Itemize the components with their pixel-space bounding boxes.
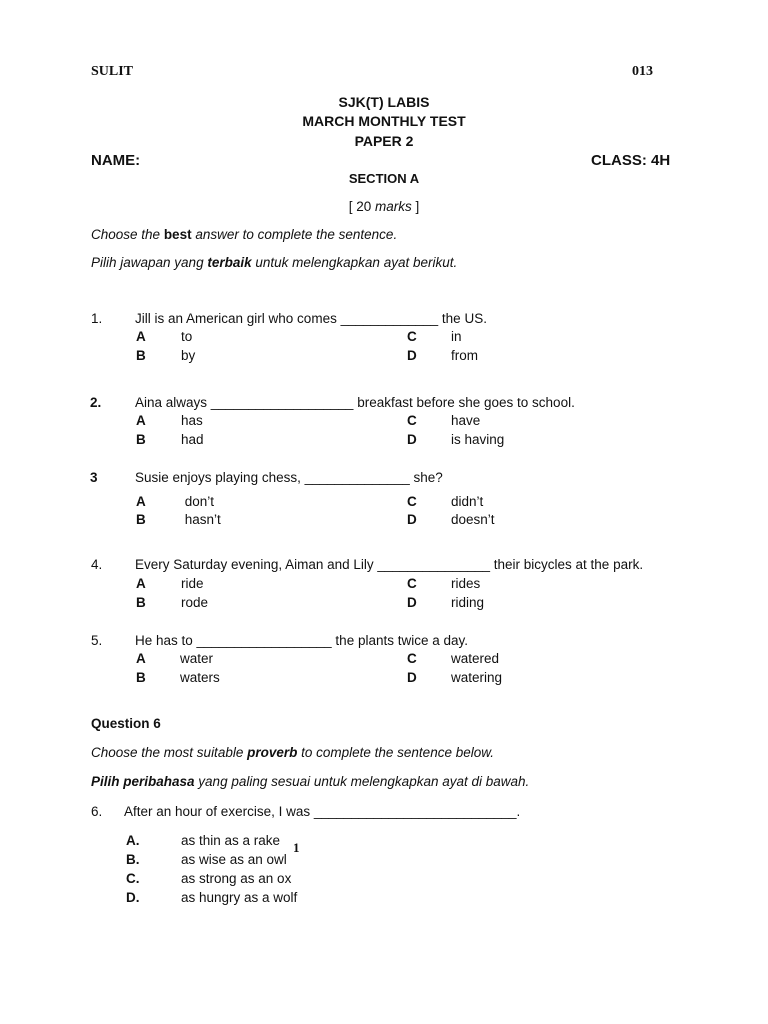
name-label: NAME:: [91, 152, 141, 169]
q6-instruction-en: Choose the most suitable proverb to complete the sentence below.: [91, 745, 494, 760]
confidential-label: SULIT: [91, 64, 134, 79]
option-letter: D: [407, 595, 417, 610]
q2-option-c[interactable]: have: [451, 413, 481, 428]
q2-option-d[interactable]: is having: [451, 432, 505, 447]
question-6-text: After an hour of exercise, I was ___________________________.: [124, 804, 521, 819]
q1-option-d[interactable]: from: [451, 348, 478, 363]
option-letter: C: [407, 576, 417, 591]
option-letter: B: [136, 595, 146, 610]
q4-option-d[interactable]: riding: [451, 595, 485, 610]
q4-option-c[interactable]: rides: [451, 576, 481, 591]
test-title: MARCH MONTHLY TEST: [302, 113, 466, 129]
question-5-number: 5.: [91, 633, 103, 648]
option-letter: A: [136, 494, 146, 509]
question-3-number: 3: [90, 470, 98, 485]
q5-option-c[interactable]: watered: [451, 651, 500, 666]
q1-option-c[interactable]: in: [451, 329, 462, 344]
q6-option-d[interactable]: as hungry as a wolf: [181, 890, 298, 905]
q6-option-c[interactable]: as strong as an ox: [181, 871, 292, 886]
question-6-title: Question 6: [91, 716, 161, 731]
option-letter: D: [407, 348, 417, 363]
option-letter: C: [407, 413, 417, 428]
paper-code: 013: [632, 64, 653, 79]
q6-option-c-letter: C.: [126, 871, 140, 886]
option-letter: C: [407, 494, 417, 509]
q3-option-c[interactable]: didn’t: [451, 494, 484, 509]
q3-option-b[interactable]: hasn’t: [181, 512, 221, 527]
question-4-number: 4.: [91, 557, 103, 572]
q2-option-a[interactable]: has: [181, 413, 203, 428]
option-letter: A: [136, 329, 146, 344]
q1-option-a[interactable]: to: [181, 329, 193, 344]
option-letter: A: [136, 576, 146, 591]
question-3-text: Susie enjoys playing chess, ______________ she?: [135, 470, 443, 485]
q4-option-a[interactable]: ride: [181, 576, 204, 591]
q5-option-b[interactable]: waters: [180, 670, 220, 685]
instruction-my: Pilih jawapan yang terbaik untuk melengkapkan ayat berikut.: [91, 255, 458, 270]
q4-option-b[interactable]: rode: [181, 595, 209, 610]
q6-option-b-letter: B.: [126, 852, 140, 867]
q6-option-a[interactable]: as thin as a rake: [181, 833, 281, 848]
q6-option-d-letter: D.: [126, 890, 140, 905]
q1-option-b[interactable]: by: [181, 348, 196, 363]
question-4-text: Every Saturday evening, Aiman and Lily _______________ their bicycles at the park.: [135, 557, 644, 572]
q3-option-a[interactable]: don’t: [181, 494, 215, 509]
option-letter: A: [136, 651, 146, 666]
option-letter: B: [136, 512, 146, 527]
q6-option-a-letter: A.: [126, 833, 140, 848]
question-2-text: Aina always ___________________ breakfast before she goes to school.: [135, 395, 575, 410]
instruction-en: Choose the best answer to complete the sentence.: [91, 227, 398, 242]
question-6-number: 6.: [91, 804, 103, 819]
question-5-text: He has to __________________ the plants twice a day.: [135, 633, 469, 648]
class-label: CLASS: 4H: [591, 152, 671, 169]
page-number: 1: [293, 840, 300, 855]
q5-option-a[interactable]: water: [180, 651, 214, 666]
q3-option-d[interactable]: doesn’t: [451, 512, 495, 527]
option-letter: B: [136, 348, 146, 363]
school-name: SJK(T) LABIS: [338, 94, 430, 110]
option-letter: D: [407, 512, 417, 527]
q6-option-b[interactable]: as wise as an owl: [181, 852, 287, 867]
option-letter: C: [407, 651, 417, 666]
question-2-number: 2.: [90, 395, 102, 410]
q6-instruction-my: Pilih peribahasa yang paling sesuai untuk melengkapkan ayat di bawah.: [91, 774, 530, 789]
marks-note: [ 20 marks ]: [348, 199, 420, 214]
option-letter: C: [407, 329, 417, 344]
q2-option-b[interactable]: had: [181, 432, 204, 447]
section-title: SECTION A: [348, 171, 420, 186]
option-letter: B: [136, 670, 146, 685]
paper-number: PAPER 2: [354, 133, 414, 149]
option-letter: D: [407, 432, 417, 447]
option-letter: D: [407, 670, 417, 685]
q5-option-d[interactable]: watering: [451, 670, 503, 685]
option-letter: A: [136, 413, 146, 428]
question-1-number: 1.: [91, 311, 103, 326]
option-letter: B: [136, 432, 146, 447]
question-1-text: Jill is an American girl who comes _____________ the US.: [135, 311, 487, 326]
